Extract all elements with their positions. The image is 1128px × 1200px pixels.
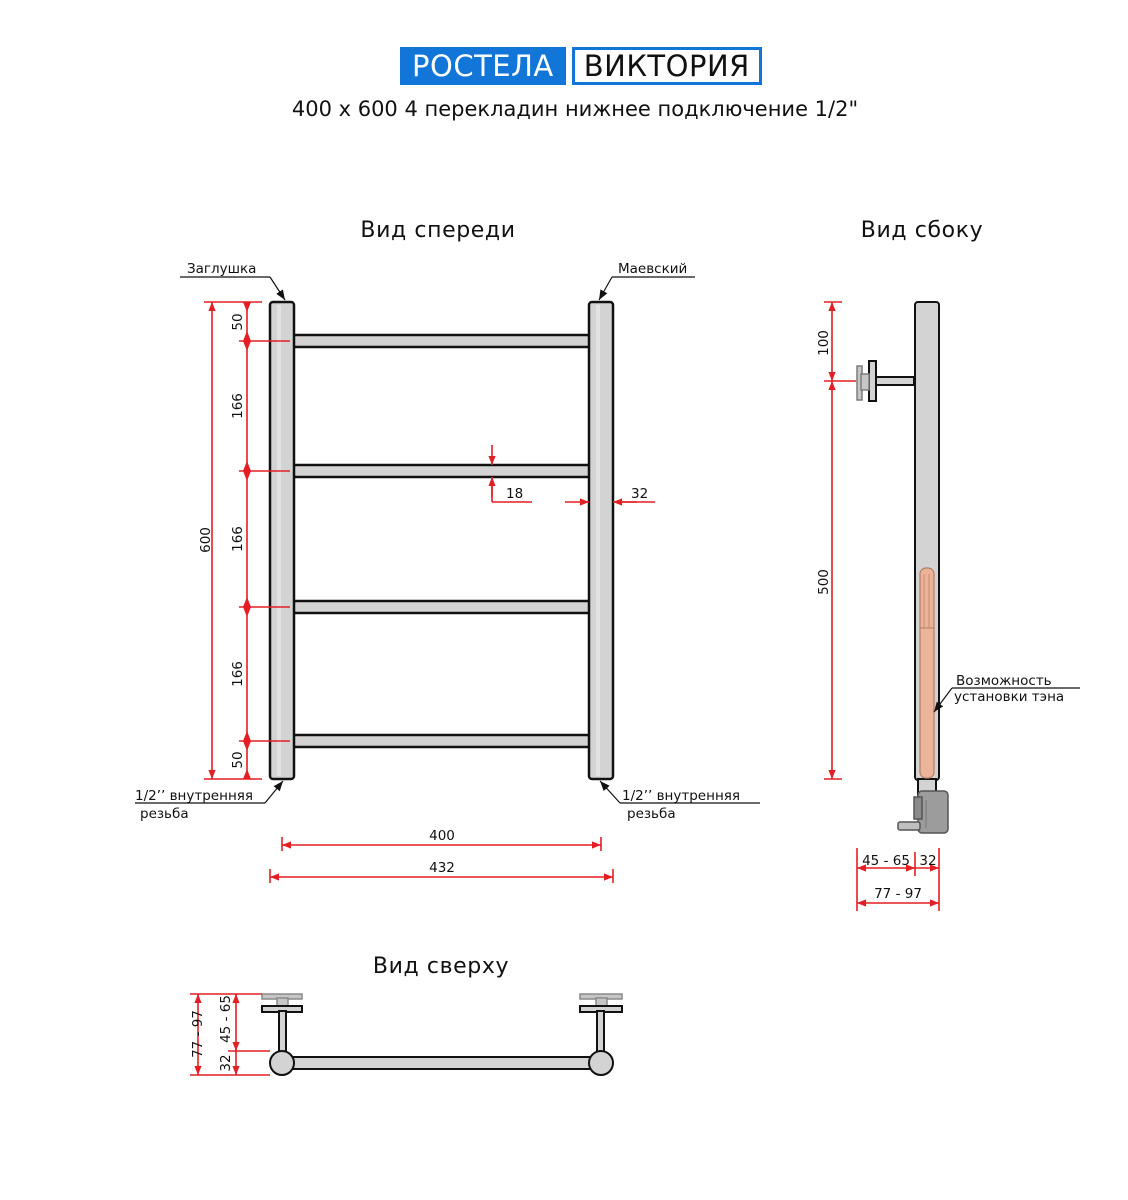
rung-spacing-dim-2: 166 bbox=[230, 526, 246, 552]
heater-label-line1: Возможность bbox=[956, 673, 1052, 689]
rung-1 bbox=[290, 335, 594, 347]
heater-cable-gland bbox=[898, 822, 920, 830]
top-right-riser bbox=[589, 1051, 613, 1075]
model-name: ВИКТОРИЯ bbox=[572, 47, 762, 85]
center-distance-dim: 400 bbox=[429, 828, 455, 844]
plug-label: Заглушка bbox=[187, 261, 257, 277]
heater-label-line2: установки тэна bbox=[954, 689, 1065, 705]
heater-element bbox=[920, 568, 934, 778]
right-riser bbox=[589, 302, 613, 779]
rung-2 bbox=[290, 465, 594, 477]
product-subtitle: 400 x 600 4 перекладин нижнее подключение 1/2" bbox=[291, 97, 859, 121]
front-view-title: Вид спереди bbox=[360, 218, 516, 243]
side-top-dim: 100 bbox=[816, 330, 832, 356]
side-view bbox=[857, 302, 948, 833]
rung-4 bbox=[290, 735, 594, 747]
left-riser bbox=[270, 302, 294, 779]
riser-diameter-dim: 32 bbox=[631, 486, 649, 502]
top-view bbox=[262, 994, 622, 1075]
side-total-dim: 77 - 97 bbox=[874, 886, 922, 902]
top-right-mount-arm bbox=[597, 1011, 604, 1053]
top-left-flange-bolt bbox=[277, 998, 288, 1006]
rung-3 bbox=[290, 601, 594, 613]
top-view-title: Вид сверху bbox=[372, 954, 510, 979]
rung-diameter-dim: 18 bbox=[506, 486, 524, 502]
top-total-dim: 77 - 97 bbox=[190, 1010, 206, 1058]
rung-spacing-dim-3: 166 bbox=[230, 661, 246, 687]
side-offset-dim: 45 - 65 bbox=[862, 853, 910, 869]
wall-flange-bolt bbox=[861, 374, 869, 390]
side-view-title: Вид сбоку bbox=[860, 218, 984, 243]
thread-label-left-line2: резьба bbox=[140, 806, 189, 822]
top-rung bbox=[290, 1057, 594, 1069]
bottom-gap-dim: 50 bbox=[230, 751, 246, 769]
brand-name: РОСТЕЛА bbox=[400, 47, 566, 85]
side-pipe-dim: 32 bbox=[919, 853, 937, 869]
top-right-flange-bolt bbox=[596, 998, 607, 1006]
rung-spacing-dim-1: 166 bbox=[230, 393, 246, 419]
wall-mount-plate bbox=[869, 361, 876, 401]
front-view bbox=[270, 302, 613, 779]
side-length-dim: 500 bbox=[816, 569, 832, 595]
top-gap-dim: 50 bbox=[230, 313, 246, 331]
overall-width-dim: 432 bbox=[429, 860, 455, 876]
mayevsky-label: Маевский bbox=[618, 261, 688, 277]
thread-label-right-line2: резьба bbox=[627, 806, 676, 822]
top-left-riser bbox=[270, 1051, 294, 1075]
top-pipe-dim: 32 bbox=[218, 1054, 234, 1072]
wall-mount-arm bbox=[872, 377, 914, 385]
top-left-mount-arm bbox=[279, 1011, 286, 1053]
thread-label-left-line1: 1/2’’ внутренняя bbox=[135, 788, 254, 804]
top-offset-dim: 45 - 65 bbox=[218, 995, 234, 1043]
thread-label-right-line1: 1/2’’ внутренняя bbox=[622, 788, 741, 804]
height-dim: 600 bbox=[198, 527, 214, 553]
